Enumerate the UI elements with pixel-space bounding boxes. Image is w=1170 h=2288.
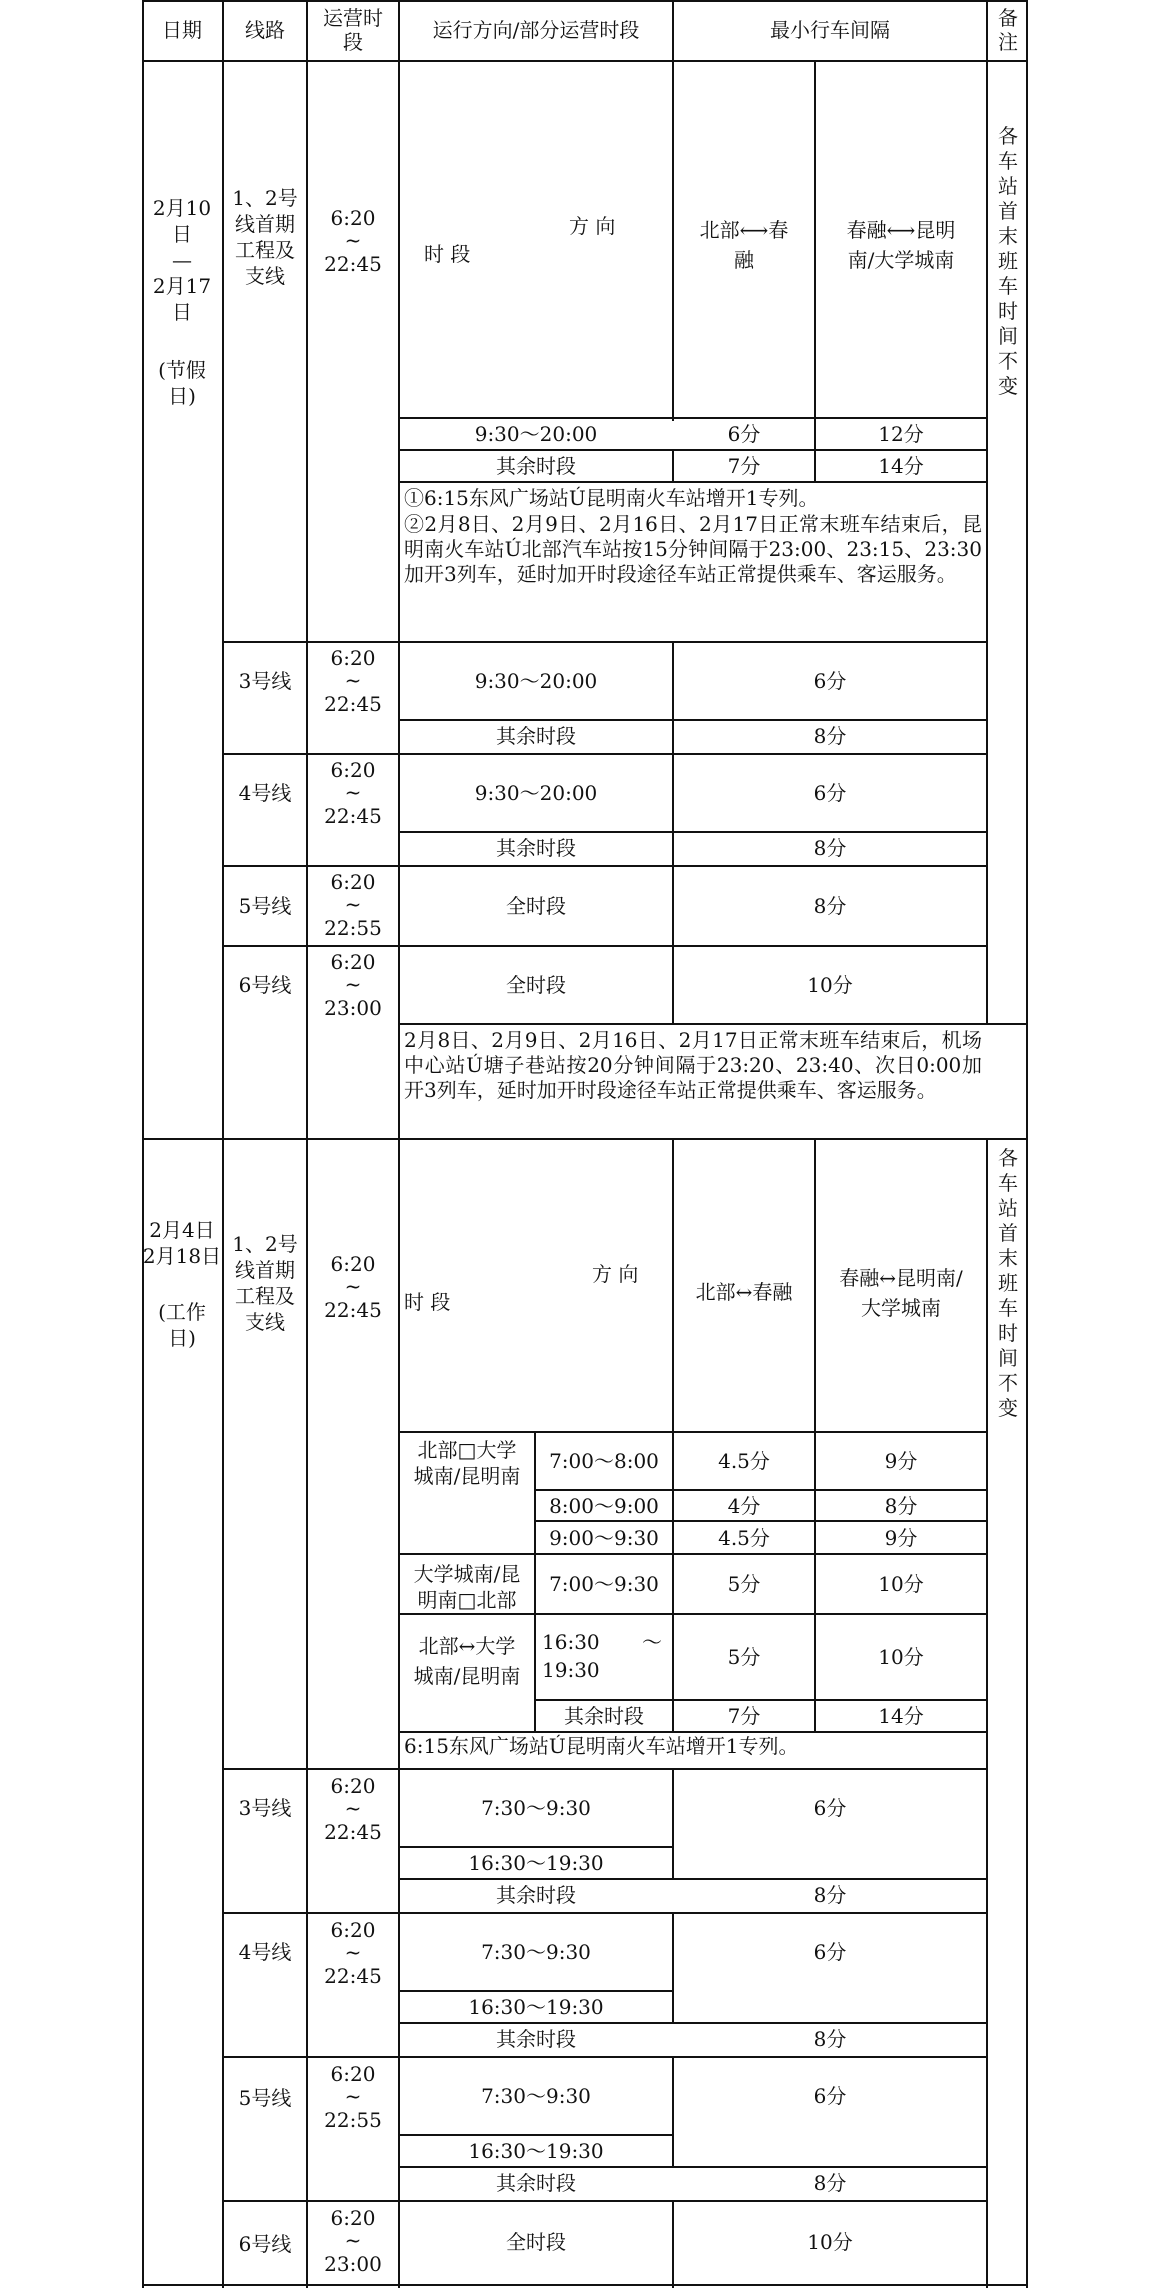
workday-line5-end: 22:55: [324, 2108, 382, 2132]
holiday-remark: 各车站首末班车时间不变: [998, 124, 1018, 398]
workday-line4-row3-period: 其余时段: [496, 2027, 576, 2051]
grid-line-vertical: [986, 60, 988, 1024]
workday-line5-row2-period: 16:30～19:30: [468, 2139, 604, 2163]
workday-line12-row4-b: 10分: [878, 1572, 924, 1596]
holiday-line12-start: 6:20: [330, 206, 376, 230]
workday-line4-peak-interval: 6分: [813, 1940, 847, 1964]
grid-line-vertical: [1026, 0, 1028, 2288]
workday-group1-label-1: 北部□大学: [417, 1438, 517, 1462]
workday-line4-name: 4号线: [238, 1940, 292, 1964]
holiday-line5-row1-interval: 8分: [813, 894, 847, 918]
workday-line12-row5-period-tilde: ～: [642, 1630, 662, 1654]
holiday-line12-tilde: ~: [344, 228, 362, 252]
holiday-line3-name: 3号线: [238, 669, 292, 693]
holiday-line4-tilde: ~: [344, 780, 362, 804]
holiday-line6-end: 23:00: [324, 996, 382, 1020]
holiday-date-note-1: (节假: [158, 358, 206, 382]
holiday-date-dash: —: [172, 248, 192, 272]
header-direction: 运行方向/部分运营时段: [432, 18, 640, 42]
holiday-line3-end: 22:45: [324, 692, 382, 716]
holiday-date-2: 日: [172, 222, 192, 246]
holiday-line12-row2-period: 其余时段: [496, 454, 576, 478]
workday-line12-head-period: 时 段: [404, 1290, 451, 1314]
workday-group1-label-2: 城南/昆明南: [413, 1464, 521, 1488]
holiday-line5-name: 5号线: [238, 894, 292, 918]
holiday-line12-head-period: 时 段: [424, 242, 471, 266]
workday-line12-row4-period: 7:00～9:30: [549, 1572, 659, 1596]
grid-line-horizontal: [142, 1138, 1028, 1140]
holiday-line4-row1-period: 9:30～20:00: [474, 781, 598, 805]
holiday-line4-row2-interval: 8分: [813, 836, 847, 860]
holiday-date-1: 2月10: [152, 196, 212, 220]
workday-line12-row5-b: 10分: [878, 1645, 924, 1669]
holiday-date-note-2: 日): [168, 384, 196, 408]
workday-date-1: 2月4日: [149, 1218, 215, 1242]
workday-group3-label-2: 城南/昆明南: [413, 1664, 521, 1688]
workday-line12-name-4: 支线: [245, 1310, 285, 1334]
grid-line-horizontal: [398, 481, 988, 483]
header-date: 日期: [162, 18, 202, 42]
workday-line3-name: 3号线: [238, 1796, 292, 1820]
holiday-line12-name-3: 工程及: [235, 238, 295, 262]
workday-line12-row2-a: 4分: [727, 1493, 761, 1518]
grid-line-horizontal: [142, 60, 1028, 62]
timetable: [142, 0, 1028, 2286]
workday-line6-row1-period: 全时段: [506, 2230, 566, 2254]
workday-line12-tilde: ~: [344, 1274, 362, 1298]
workday-line5-peak-interval: 6分: [813, 2084, 847, 2108]
holiday-line6-tilde: ~: [344, 972, 362, 996]
holiday-line12-note-2: ②2月8日、2月9日、2月16日、2月17日正常末班车结束后，昆明南火车站Ú北部汽车站按15分钟间隔于23:00、23:15、23:30加开3列车，延时加开时段途径车站正常提供乘车、客运服务。: [404, 512, 982, 586]
workday-line4-start: 6:20: [330, 1918, 376, 1942]
holiday-line5-start: 6:20: [330, 870, 376, 894]
workday-line6-row1-interval: 10分: [807, 2230, 853, 2254]
header-remark: 备注: [998, 6, 1018, 54]
workday-line12-dir-b-2: 大学城南: [861, 1296, 941, 1320]
grid-line-horizontal: [398, 1731, 988, 1733]
holiday-line4-name: 4号线: [238, 781, 292, 805]
workday-line5-row1-period: 7:30～9:30: [481, 2084, 591, 2108]
holiday-line3-row2-period: 其余时段: [496, 724, 576, 748]
holiday-line3-start: 6:20: [330, 646, 376, 670]
header-hours: 运营时段: [323, 6, 383, 54]
holiday-line12-name-2: 线首期: [235, 212, 295, 236]
holiday-line5-tilde: ~: [344, 892, 362, 916]
workday-group3-label-1: 北部↔大学: [418, 1634, 516, 1658]
holiday-line6-name: 6号线: [238, 973, 292, 997]
workday-line12-head-direction: 方 向: [592, 1262, 639, 1286]
workday-line12-row6-period: 其余时段: [564, 1704, 644, 1728]
workday-line12-name-2: 线首期: [235, 1258, 295, 1282]
workday-line12-row3-a: 4.5分: [718, 1525, 770, 1550]
workday-line12-row1-b: 9分: [884, 1449, 918, 1473]
workday-line12-row1-a: 4.5分: [718, 1449, 770, 1473]
workday-line5-row3-period: 其余时段: [496, 2171, 576, 2195]
workday-line5-other-interval: 8分: [813, 2171, 847, 2195]
holiday-line12-row1-period: 9:30～20:00: [474, 422, 598, 446]
workday-date-note-1: (工作: [158, 1300, 206, 1324]
workday-line3-peak-interval: 6分: [813, 1796, 847, 1820]
holiday-line4-row2-period: 其余时段: [496, 836, 576, 860]
holiday-line12-name-1: 1、2号: [232, 186, 298, 210]
workday-line12-row4-a: 5分: [727, 1572, 761, 1596]
workday-line3-row1-period: 7:30～9:30: [481, 1796, 591, 1820]
holiday-line3-tilde: ~: [344, 668, 362, 692]
workday-remark: 各车站首末班车时间不变: [998, 1146, 1018, 1420]
holiday-date-3: 2月17: [152, 274, 212, 298]
holiday-line12-dir-a-1: 北部⟷春: [699, 218, 789, 242]
holiday-line5-row1-period: 全时段: [506, 894, 566, 918]
grid-line-horizontal: [398, 1023, 1028, 1025]
holiday-line12-dir-b-2: 南/大学城南: [847, 248, 955, 272]
holiday-line12-dir-a-2: 融: [734, 248, 754, 272]
workday-line12-row1-period: 7:00～8:00: [549, 1449, 659, 1473]
workday-line3-row2-period: 16:30～19:30: [468, 1851, 604, 1875]
holiday-line12-row2-a: 7分: [727, 454, 761, 478]
workday-line12-row6-a: 7分: [727, 1704, 761, 1728]
workday-line5-start: 6:20: [330, 2062, 376, 2086]
holiday-line6-note: 2月8日、2月9日、2月16日、2月17日正常末班车结束后，机场中心站Ú塘子巷站按20分钟间隔于23:20、23:40、次日0:00加开3列车，延时加开时段途径车站正常提供乘车、客运服务。: [404, 1028, 982, 1102]
holiday-line6-start: 6:20: [330, 950, 376, 974]
holiday-line12-end: 22:45: [324, 252, 382, 276]
workday-line4-other-interval: 8分: [813, 2027, 847, 2051]
workday-date-note-2: 日): [168, 1326, 196, 1350]
holiday-line5-end: 22:55: [324, 916, 382, 940]
workday-line12-row2-b: 8分: [884, 1493, 918, 1518]
holiday-line12-row1-a: 6分: [727, 422, 761, 446]
workday-line12-row3-period: 9:00～9:30: [549, 1525, 659, 1550]
workday-line12-dir-b-1: 春融↔昆明南/: [839, 1266, 963, 1290]
workday-line3-other-interval: 8分: [813, 1883, 847, 1907]
holiday-line4-row1-interval: 6分: [813, 781, 847, 805]
workday-line6-name: 6号线: [238, 2232, 292, 2256]
holiday-line12-row2-b: 14分: [878, 454, 924, 478]
workday-line4-row2-period: 16:30～19:30: [468, 1995, 604, 2019]
holiday-line6-row1-interval: 10分: [807, 973, 853, 997]
workday-line6-tilde: ~: [344, 2228, 362, 2252]
holiday-line12-name-4: 支线: [245, 264, 285, 288]
workday-line12-row2-period: 8:00～9:00: [549, 1493, 659, 1518]
holiday-line12-note-1: ①6:15东风广场站Ú昆明南火车站增开1专列。: [404, 486, 819, 510]
workday-line3-tilde: ~: [344, 1796, 362, 1820]
holiday-line4-end: 22:45: [324, 804, 382, 828]
workday-line12-note: 6:15东风广场站Ú昆明南火车站增开1专列。: [404, 1734, 799, 1758]
header-interval: 最小行车间隔: [770, 18, 890, 42]
holiday-line6-row1-period: 全时段: [506, 973, 566, 997]
workday-line5-tilde: ~: [344, 2084, 362, 2108]
holiday-line12-dir-b-1: 春融⟷昆明: [846, 218, 956, 242]
workday-line6-start: 6:20: [330, 2206, 376, 2230]
holiday-line3-row1-interval: 6分: [813, 669, 847, 693]
holiday-line12-row1-b: 12分: [878, 422, 924, 446]
workday-line6-end: 23:00: [324, 2252, 382, 2276]
workday-line5-name: 5号线: [238, 2086, 292, 2110]
workday-line12-row3-b: 9分: [884, 1525, 918, 1550]
workday-line12-name-1: 1、2号: [232, 1232, 298, 1256]
workday-line12-start: 6:20: [330, 1252, 376, 1276]
workday-line4-row1-period: 7:30～9:30: [481, 1940, 591, 1964]
workday-group2-label-2: 明南□北部: [417, 1588, 517, 1612]
holiday-line3-row1-period: 9:30～20:00: [474, 669, 598, 693]
workday-line12-end: 22:45: [324, 1298, 382, 1322]
holiday-date-4: 日: [172, 300, 192, 324]
workday-date-2: 2月18日: [142, 1244, 222, 1268]
workday-line12-row5-a: 5分: [727, 1645, 761, 1669]
workday-group2-label-1: 大学城南/昆: [413, 1562, 521, 1586]
workday-line3-end: 22:45: [324, 1820, 382, 1844]
workday-line12-name-3: 工程及: [235, 1284, 295, 1308]
workday-line12-dir-a: 北部↔春融: [695, 1280, 793, 1304]
holiday-line12-head-direction: 方 向: [569, 214, 616, 238]
header-line: 线路: [245, 18, 285, 42]
workday-line12-row5-period-1: 16:30: [542, 1630, 600, 1654]
workday-line3-row3-period: 其余时段: [496, 1883, 576, 1907]
workday-line4-end: 22:45: [324, 1964, 382, 1988]
holiday-line3-row2-interval: 8分: [813, 724, 847, 748]
grid-line-vertical: [142, 0, 144, 2288]
workday-line12-row6-b: 14分: [878, 1704, 924, 1728]
workday-line4-tilde: ~: [344, 1940, 362, 1964]
workday-line3-start: 6:20: [330, 1774, 376, 1798]
grid-line-vertical: [986, 1140, 988, 2288]
holiday-line4-start: 6:20: [330, 758, 376, 782]
workday-line12-row5-period-2: 19:30: [542, 1658, 600, 1682]
